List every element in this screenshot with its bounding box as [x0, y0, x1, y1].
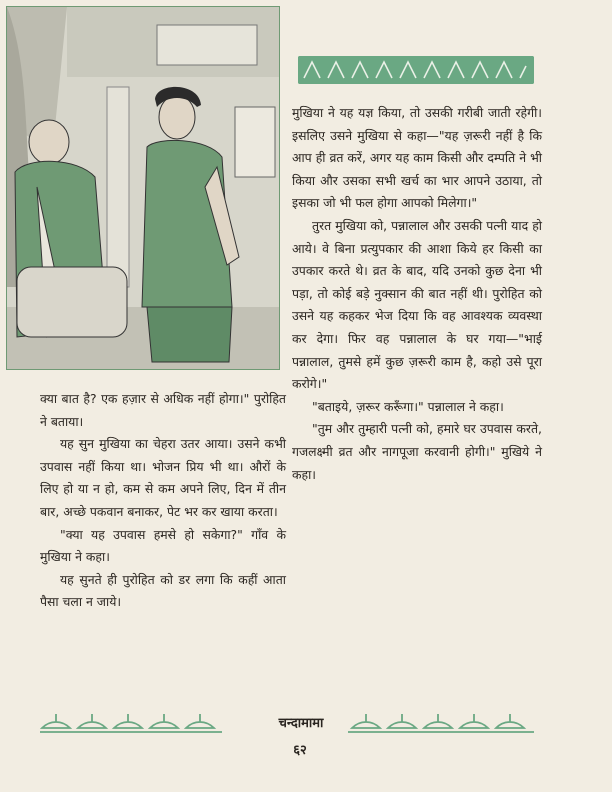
decorative-banner-icon [298, 56, 534, 84]
illustration-drawing [7, 7, 279, 369]
right-paragraph-2: तुरत मुखिया को, पन्नालाल और उसकी पत्नी याद हो आये। वे बिना प्रत्युपकार की आशा किये हर किसी का उपकार करते थे। व्रत के बाद, यदि उनको कुछ देना भी पड़ा, तो कोई बड़े नुक्सान की बात नहीं थी। पुरोहित को उसने यह कहकर भेज दिया कि वह आवश्यक व्यवस्था कर देगा। फिर वह पन्नालाल के घर गया—"भाई पन्नालाल, तुमसे हमें कुछ ज़रूरी काम है, कहो उसे पूरा करोगे।" [292, 217, 542, 392]
right-paragraph-4: "तुम और तुम्हारी पत्नी को, हमारे घर उपवास करते, गजलक्ष्मी व्रत और नागपूजा करवानी होगी।" मुखिये ने कहा। [292, 421, 542, 482]
left-paragraph-2: यह सुन मुखिया का चेहरा उतर आया। उसने कभी उपवास नहीं किया था। भोजन प्रिय भी था। औरों के लिए हो या न हो, कम से कम अपने लिए, दिन में तीन बार, अच्छे पकवान बनाकर, पेट भर कर खाया करता। [40, 436, 286, 519]
right-paragraph-1: मुखिया ने यह यज्ञ किया, तो उसकी गरीबी जाती रहेगी। इसलिए उसने मुखिया से कहा—"यह ज़रूरी नहीं है कि आप ही व्रत करें, अगर यह काम किसी और दम्पति ने भी किया और उसका सभी खर्च का भार आपने उठाया, तो इसका जो भी फल होगा आपको मिलेगा।" [292, 105, 542, 211]
right-text-column [292, 102, 542, 486]
left-paragraph-1: क्या बात है? एक हज़ार से अधिक नहीं होगा।" पुरोहित ने बताया। [40, 391, 286, 429]
footer-lamp-ornament-icon [348, 708, 534, 734]
right-paragraph-3: "बताइये, ज़रूर करूँगा।" पन्नालाल ने कहा। [312, 398, 504, 414]
left-text-column [40, 388, 286, 614]
footer-lamp-ornament-icon [40, 708, 222, 734]
left-paragraph-4: यह सुनते ही पुरोहित को डर लगा कि कहीं आता पैसा चला न जाये। [40, 571, 286, 610]
story-illustration-icon [6, 6, 280, 370]
magazine-title: चन्दामामा [278, 716, 324, 731]
page-number: ६२ [293, 743, 307, 758]
left-paragraph-3: "क्या यह उपवास हमसे हो सकेगा?" गाँव के मुखिया ने कहा। [40, 526, 286, 565]
